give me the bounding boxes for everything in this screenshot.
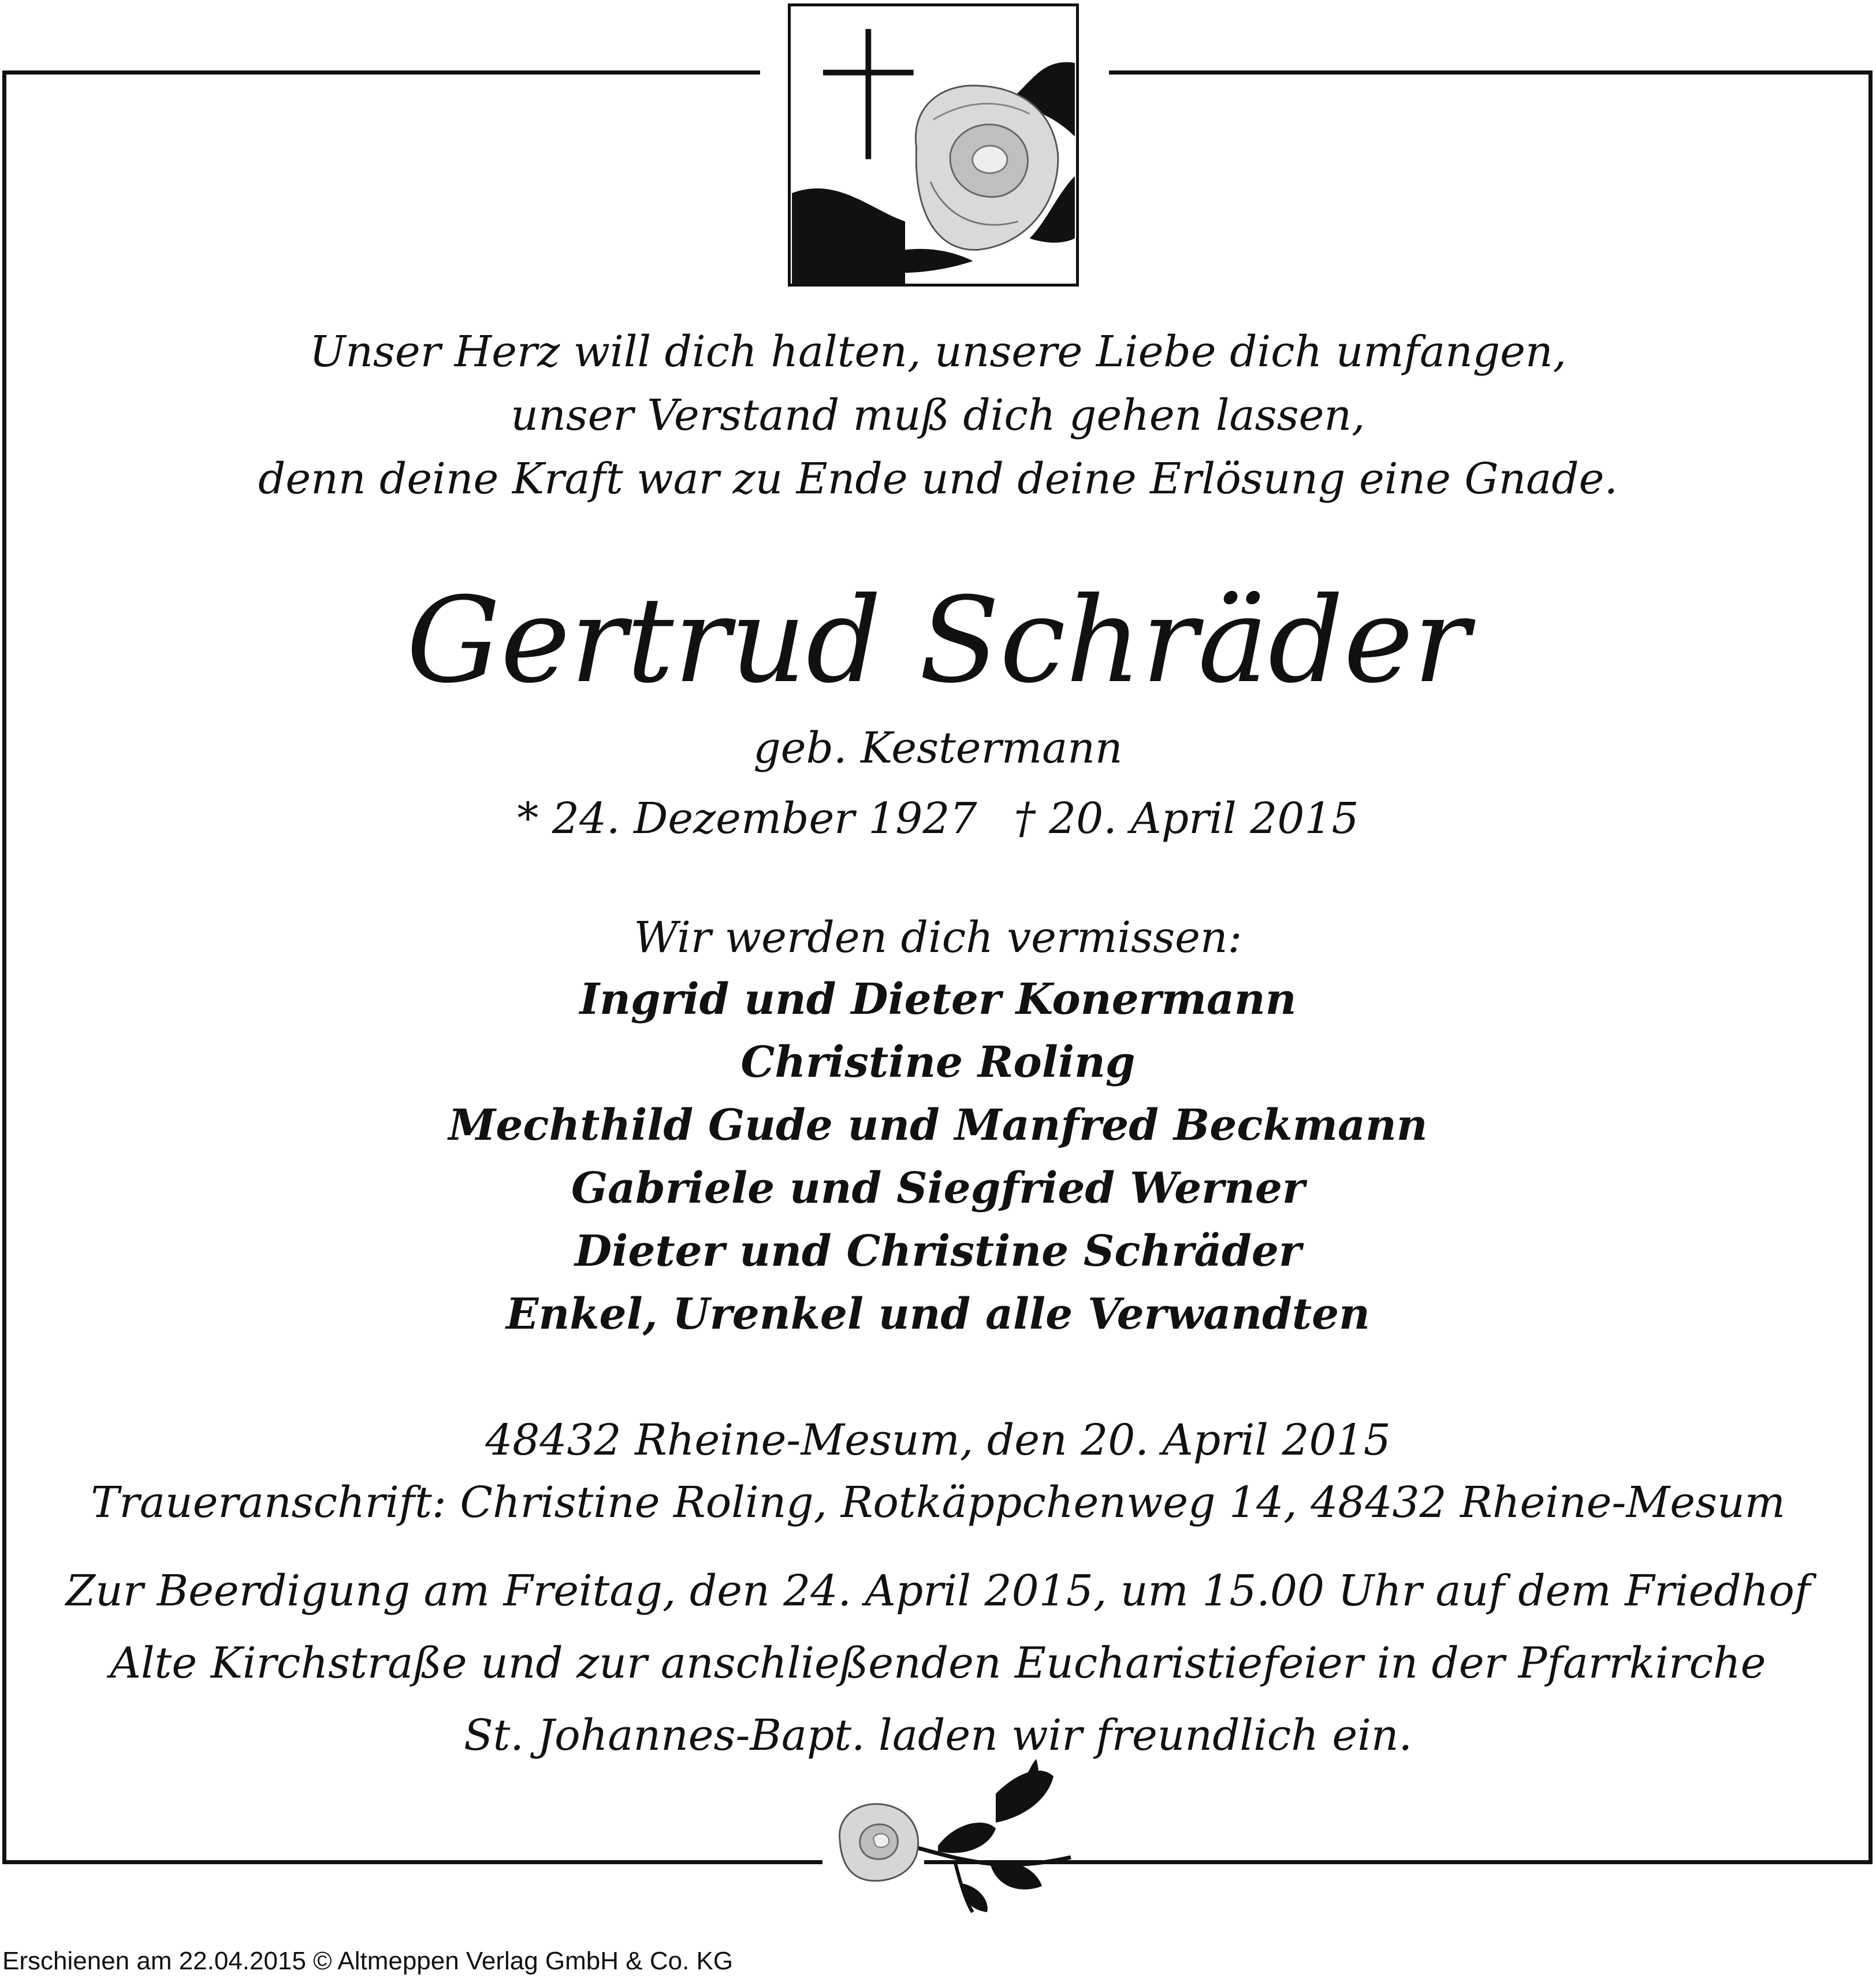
- mourner: Ingrid und Dieter Konermann: [579, 975, 1297, 1024]
- mourners-list: [0, 968, 1876, 1346]
- mourner: Mechthild Gude und Manfred Beckmann: [448, 1100, 1428, 1150]
- publication-footer: Erschienen am 22.04.2015 © Altmeppen Verlag GmbH & Co. KG: [2, 1947, 734, 1975]
- mourner: Dieter und Christine Schräder: [575, 1226, 1301, 1276]
- funeral-line: Zur Beerdigung am Freitag, den 24. April 2015, um 15.00 Uhr auf dem Friedhof: [65, 1566, 1811, 1616]
- mourners-intro: Wir werden dich vermissen:: [634, 913, 1242, 962]
- death-date: † 20. April 2015: [1014, 794, 1359, 843]
- cross-and-rose-icon: [788, 3, 1079, 287]
- mourner: Gabriele und Siegfried Werner: [571, 1163, 1305, 1213]
- verse-line: Unser Herz will dich halten, unsere Liebe dich umfangen,: [309, 327, 1567, 377]
- funeral-line: St. Johannes-Bapt. laden wir freundlich ein.: [463, 1711, 1413, 1760]
- verse-line: denn deine Kraft war zu Ende und deine Erlösung eine Gnade.: [258, 454, 1618, 504]
- frame-top-right: [1109, 70, 1873, 75]
- mourning-address: Traueranschrift: Christine Roling, Rotkäppchenweg 14, 48432 Rheine-Mesum: [91, 1478, 1785, 1527]
- frame-bottom-left: [2, 1860, 822, 1864]
- place-date: 48432 Rheine-Mesum, den 20. April 2015: [485, 1415, 1391, 1465]
- maiden-name: geb. Kestermann: [753, 723, 1123, 773]
- verse: [0, 320, 1876, 511]
- verse-line: unser Verstand muß dich gehen lassen,: [511, 391, 1365, 440]
- deceased-name: Gertrud Schräder: [406, 572, 1470, 709]
- funeral-info: [0, 1555, 1876, 1772]
- rose-icon: [822, 1759, 1097, 1915]
- birth-date: * 24. Dezember 1927: [517, 794, 977, 843]
- funeral-line: Alte Kirchstraße und zur anschließenden Eucharistiefeier in der Pfarrkirche: [110, 1638, 1766, 1688]
- life-dates: [0, 787, 1876, 850]
- mourner: Enkel, Urenkel und alle Verwandten: [506, 1289, 1370, 1339]
- mourner: Christine Roling: [740, 1038, 1136, 1087]
- frame-top-left: [2, 70, 760, 75]
